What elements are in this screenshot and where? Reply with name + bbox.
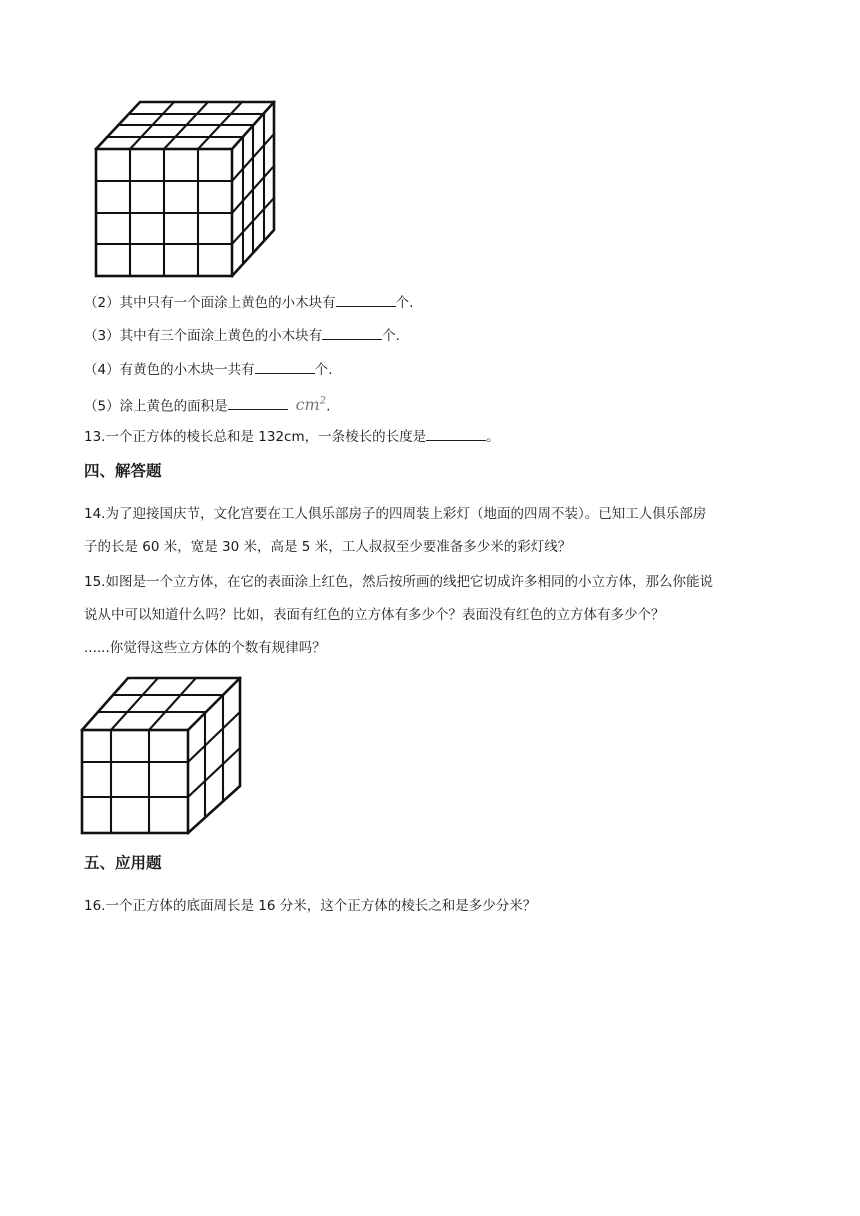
q12-sub4: （4）有黄色的小木块一共有 个. [84,359,332,380]
answer-blank [255,359,315,374]
answer-blank [322,325,382,340]
question-15-line-2: 说从中可以知道什么吗？比如，表面有红色的立方体有多少个？表面没有红色的立方体有多少个？ [84,607,665,623]
section-title-4: 四、解答题 [84,462,162,480]
question-15-line-1: 15.如图是一个立方体，在它的表面涂上红色，然后按所画的线把它切成许多相同的小立方体，那么你能说 [84,574,713,590]
q12-sub5: （5）涂上黄色的面积是 $cm^2$. [84,395,331,415]
q12-sub3: （3）其中有三个面涂上黄色的小木块有 个. [84,325,400,346]
q12-sub2: （2）其中只有一个面涂上黄色的小木块有 个. [84,292,413,313]
unit-cm-squared: $cm^2$ [295,395,327,415]
answer-blank [228,395,288,410]
section-title-5: 五、应用题 [84,854,162,872]
answer-blank [336,292,396,307]
question-16: 16.一个正方体的底面周长是 16 分米，这个正方体的棱长之和是多少分米？ [84,898,537,914]
question-14-line-1: 14.为了迎接国庆节，文化宫要在工人俱乐部房子的四周装上彩灯（地面的四周不装）。已知工人俱乐部房 [84,506,707,522]
question-15-line-3: ......你觉得这些立方体的个数有规律吗？ [84,640,326,656]
question-14-line-2: 子的长是 60 米，宽是 30 米，高是 5 米，工人叔叔至少要准备多少米的彩灯线？ [84,539,572,555]
cube-figure-4x4 [90,96,290,286]
answer-blank [426,426,486,441]
cube-figure-3x3 [76,670,256,840]
question-13: 13.一个正方体的棱长总和是 132cm，一条棱长的长度是 。 [84,426,500,447]
